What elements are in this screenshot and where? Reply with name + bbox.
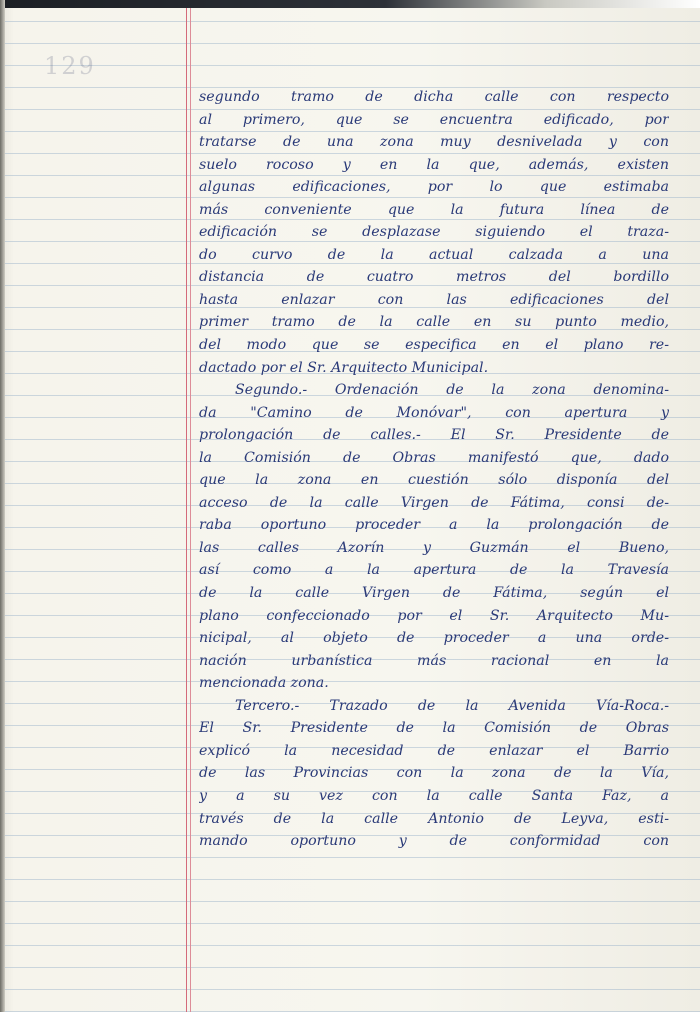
text-line: tratarse de una zona muy desnivelada y con xyxy=(199,134,669,151)
text-line: y a su vez con la calle Santa Faz, a xyxy=(199,787,669,804)
text-line: prolongación de calles.- El Sr. Presidente de xyxy=(199,427,669,444)
text-line: algunas edificaciones, por lo que estimaba xyxy=(199,179,669,196)
text-line: nicipal, al objeto de proceder a una orde- xyxy=(199,630,669,647)
text-line: nación urbanística más racional en la xyxy=(199,652,669,669)
text-line: da "Camino de Monóvar", con apertura y xyxy=(199,404,669,421)
margin-line-secondary xyxy=(190,8,191,1012)
text-line: mando oportuno y de conformidad con xyxy=(199,833,669,850)
text-line: través de la calle Antonio de Leyva, esti- xyxy=(199,810,669,827)
text-line: dactado por el Sr. Arquitecto Municipal. xyxy=(199,359,489,376)
text-line: la Comisión de Obras manifestó que, dado xyxy=(199,449,669,466)
text-line: de las Provincias con la zona de la Vía, xyxy=(199,765,669,782)
text-line: Tercero.- Trazado de la Avenida Vía-Roca.- xyxy=(235,697,669,714)
text-line: plano confeccionado por el Sr. Arquitecto Mu- xyxy=(199,607,669,624)
text-line: El Sr. Presidente de la Comisión de Obras xyxy=(199,720,669,737)
text-line: Segundo.- Ordenación de la zona denomina- xyxy=(235,382,669,399)
text-line: más conveniente que la futura línea de xyxy=(199,201,669,218)
text-line: acceso de la calle Virgen de Fátima, consi de- xyxy=(199,494,669,511)
text-line: mencionada zona. xyxy=(199,675,329,692)
text-line: raba oportuno proceder a la prolongación de xyxy=(199,517,669,534)
text-line: del modo que se especifica en el plano re- xyxy=(199,337,669,354)
text-line: al primero, que se encuentra edificado, por xyxy=(199,111,669,128)
page-number: 129 xyxy=(44,52,96,80)
text-line: do curvo de la actual calzada a una xyxy=(199,246,669,263)
text-line: de la calle Virgen de Fátima, según el xyxy=(199,585,669,602)
scan-edge-top xyxy=(0,0,700,8)
text-line: distancia de cuatro metros del bordillo xyxy=(199,269,669,286)
text-line: segundo tramo de dicha calle con respecto xyxy=(199,89,669,105)
margin-line xyxy=(186,8,187,1012)
text-line: hasta enlazar con las edificaciones del xyxy=(199,291,669,308)
text-line: suelo rocoso y en la que, además, existen xyxy=(199,156,669,173)
text-line: las calles Azorín y Guzmán el Bueno, xyxy=(199,539,669,556)
text-line: que la zona en cuestión sólo disponía del xyxy=(199,472,669,489)
text-line: edificación se desplazase siguiendo el traza- xyxy=(199,224,669,241)
text-line: explicó la necesidad de enlazar el Barrio xyxy=(199,742,669,759)
text-line: así como a la apertura de la Travesía xyxy=(199,562,669,579)
text-line: primer tramo de la calle en su punto medio, xyxy=(199,314,669,331)
scan-edge-left xyxy=(0,0,5,1012)
handwritten-text xyxy=(199,86,669,853)
